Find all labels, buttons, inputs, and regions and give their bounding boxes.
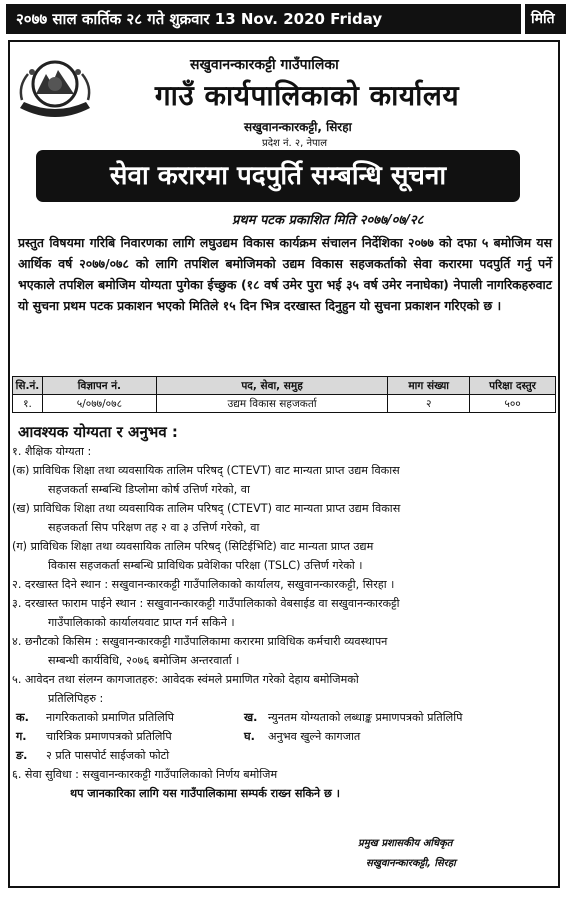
doc-item: न्युनतम योग्यताको लब्धाङ्क प्रमाणपत्रको प्रतिलिपि <box>268 711 463 724</box>
docs-row <box>12 708 552 727</box>
table-row <box>13 395 556 413</box>
doc-label: घ. <box>244 730 255 743</box>
notice-title: सेवा करारमा पदपुर्ति सम्बन्धि सूचना <box>36 150 520 202</box>
nepal-emblem-icon <box>16 56 94 120</box>
list-item: ४. छनौटको किसिम : सखुवानन्कारकट्टी गाउँपालिकामा करारमा प्राविधिक कर्मचारी व्यवस्थापन <box>12 635 388 648</box>
list-item: ३. दरखास्त फाराम पाईने स्थान : सखुवानन्कारकट्टी गाउँपालिकाको वेबसाईड वा सखुवानन्कारकट्टी <box>12 597 400 610</box>
cell-sn: १. <box>13 395 43 413</box>
list-item: (ख) प्राविधिक शिक्षा तथा व्यवसायिक तालिम परिषद् (CTEVT) वाट मान्यता प्राप्त उद्यम विकास <box>12 502 401 515</box>
list-item: (ग) प्राविधिक शिक्षा तथा व्यवसायिक तालिम परिषद् (सिटिईभिटि) वाट मान्यता प्राप्त उद्यम <box>12 540 374 553</box>
signature-block <box>358 834 456 874</box>
list-item: विकास सहजकर्ता सम्बन्धि प्राविधिक प्रवेशिका परिक्षा (TSLC) उत्तिर्ण गरेको । <box>48 559 363 572</box>
doc-label: ङ. <box>16 749 28 762</box>
list-item: ५. आवेदन तथा संलग्न कागजातहरु: आवेदक स्वंमले प्रमाणित गरेको देहाय बमोजिमको <box>12 673 359 686</box>
contact-note: थप जानकारिका लागि यस गाउँपालिकामा सम्पर्क राख्न सकिने छ । <box>70 787 341 800</box>
doc-label: क. <box>16 711 29 724</box>
notice-intro: प्रस्तुत विषयमा गरिबि निवारणका लागि लघुउद्यम विकास कार्यक्रम संचालन निर्देशिका २०७७ को दफा ५ बमोजिम यस आर्थिक वर्ष २०७७/०७८ को लागि तपशिल बमोजिमको उद्यम विकास सहजकर्ताको सेवा करारमा पदपुर्ति गर्नु पर्ने भएकाले तपशिल बमोजिम योग्यता पुगेका ईच्छुक (१८ वर्ष उमेर पुरा भई ३५ वर्ष उमेर ननाघेका) नेपाली नागरिकहरुवाट यो सुचना प्रथम पटक प्रकाशन भएको मितिले १५ दिन भित्र दरखास्त दिनुहुन यो सुचना प्रकाशन गरिएको छ । <box>18 235 552 313</box>
table-header-row <box>13 377 556 395</box>
list-item: गाउँपालिकाको कार्यालयवाट प्राप्त गर्न सकिने । <box>48 616 235 629</box>
col-header-post: पद, सेवा, समुह <box>156 377 388 395</box>
list-item: (क) प्राविधिक शिक्षा तथा व्यवसायिक तालिम परिषद् (CTEVT) वाट मान्यता प्राप्त उद्यम विकास <box>12 464 400 477</box>
doc-item: २ प्रति पासपोर्ट साईजको फोटो <box>46 749 170 762</box>
edu-label: १. शैक्षिक योग्यता : <box>12 445 92 458</box>
office-title: गाउँ कार्यपालिकाको कार्यालय <box>154 79 460 112</box>
list-item: सहजकर्ता सिप परिक्षण तह २ वा ३ उत्तिर्ण गरेको, वा <box>48 521 260 534</box>
docs-row <box>12 727 552 746</box>
published-date: प्रथम पटक प्रकाशित मिति २०७७/०७/२८ <box>232 213 424 228</box>
cell-ad-no: ५/०७७/०७८ <box>42 395 156 413</box>
list-item: ६. सेवा सुविधा : सखुवानन्कारकट्टी गाउँपालिकाको निर्णय बमोजिम <box>12 768 278 781</box>
office-province: प्रदेश नं. २, नेपाल <box>262 138 328 149</box>
list-item: सहजकर्ता सम्बन्धि डिप्लोमा कोर्ष उत्तिर्ण गरेको, वा <box>48 483 250 496</box>
signature-title: प्रमुख प्रशासकीय अधिकृत <box>358 838 453 849</box>
office-name: सखुवानन्कारकट्टी गाउँपालिका <box>190 57 339 73</box>
col-header-sn: सि.नं. <box>13 377 43 395</box>
qualifications-list <box>12 442 552 803</box>
list-item: प्रतिलिपिहरु : <box>48 692 104 705</box>
col-header-fee: परिक्षा दस्तुर <box>470 377 556 395</box>
col-header-ad-no: विज्ञापन नं. <box>42 377 156 395</box>
cell-post: उद्यम विकास सहजकर्ता <box>156 395 388 413</box>
doc-label: ग. <box>16 730 27 743</box>
cell-demand: २ <box>388 395 470 413</box>
list-item: २. दरखास्त दिने स्थान : सखुवानन्कारकट्टी गाउँपालिकाको कार्यालय, सखुवानन्कारकट्टी, सिरहा । <box>12 578 395 591</box>
doc-item: अनुभव खुल्ने कागजात <box>268 730 361 743</box>
list-item: सम्बन्धी कार्यविधि, २०७६ बमोजिम अन्तरवार्ता । <box>48 654 240 667</box>
date-strip-edge: मिति <box>525 4 566 34</box>
doc-label: ख. <box>244 711 258 724</box>
qualifications-heading: आवश्यक योग्यता र अनुभव : <box>18 423 178 441</box>
signature-place: सखुवानन्कारकट्टी, सिरहा <box>366 858 456 869</box>
col-header-demand: माग संख्या <box>388 377 470 395</box>
doc-item: नागरिकताको प्रमाणित प्रतिलिपि <box>46 711 175 724</box>
office-address: सखुवानन्कारकट्टी, सिरहा <box>244 120 352 134</box>
date-strip: २०७७ साल कार्तिक २८ गते शुक्रवार 13 Nov. 2020 Friday <box>6 4 521 34</box>
docs-row <box>12 746 552 765</box>
doc-item: चारित्रिक प्रमाणपत्रको प्रतिलिपि <box>46 730 172 743</box>
cell-fee: ५०० <box>470 395 556 413</box>
vacancy-table <box>12 376 556 413</box>
